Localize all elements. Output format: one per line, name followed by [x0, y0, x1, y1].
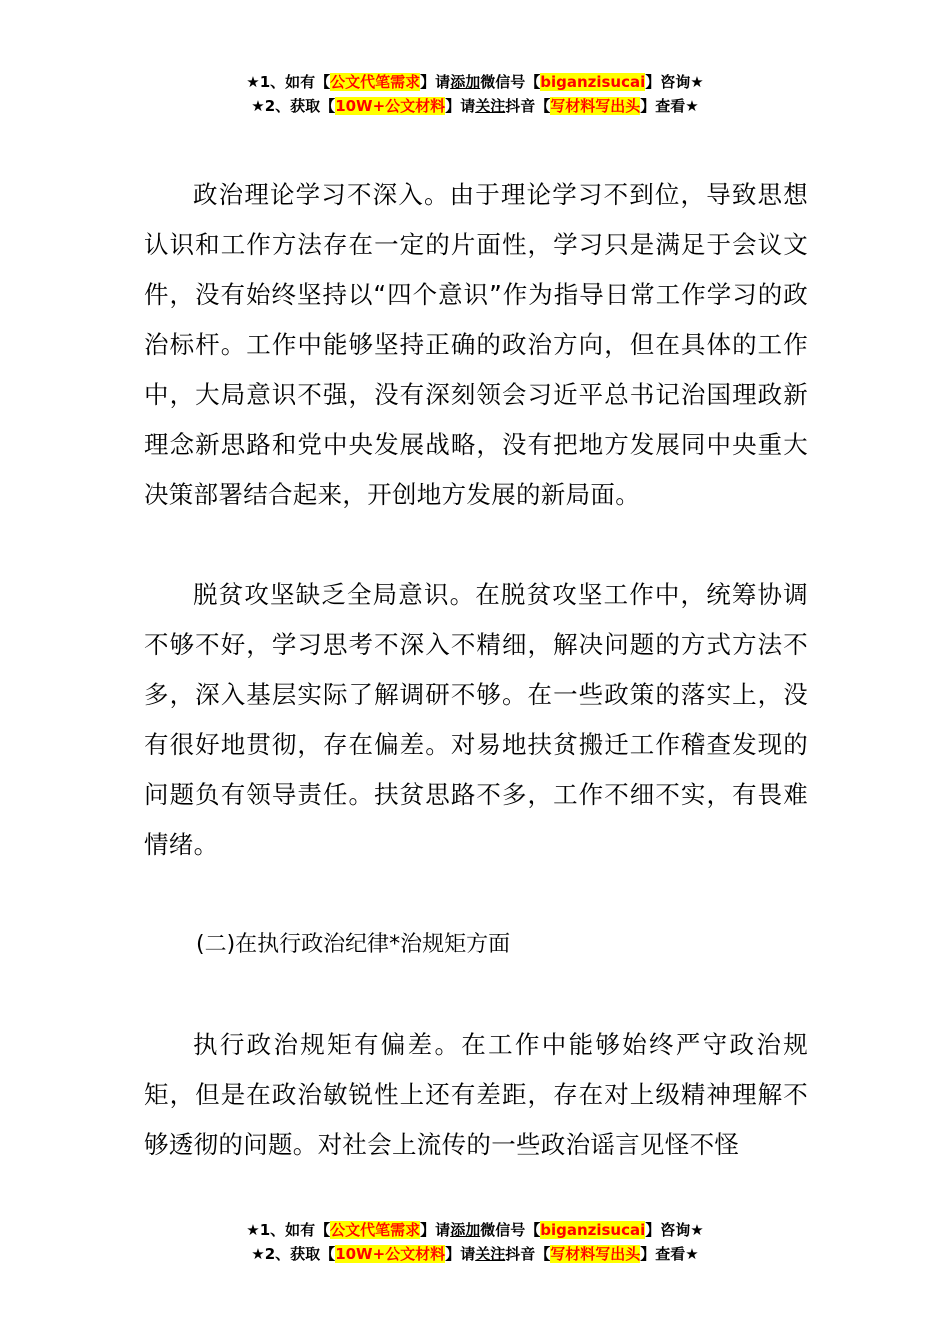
banner-line-2: ★2、获取【10W+公文材料】请关注抖音【写材料写出头】查看★	[251, 97, 699, 115]
banner-line-1: ★1、如有【公文代笔需求】请添加微信号【biganzisucai】咨询★	[246, 73, 704, 91]
banner-douyin-id: 写材料写出头	[550, 1245, 641, 1263]
banner-highlight: 10W+公文材料	[335, 97, 446, 115]
banner-highlight: 公文代笔需求	[330, 1221, 421, 1239]
banner-highlight: 公文代笔需求	[330, 73, 421, 91]
banner-highlight: 10W+公文材料	[335, 1245, 446, 1263]
banner-wechat-id: biganzisucai	[540, 73, 646, 91]
header-banner	[0, 70, 950, 118]
document-body	[144, 170, 808, 1170]
banner-line-2: ★2、获取【10W+公文材料】请关注抖音【写材料写出头】查看★	[251, 1245, 699, 1263]
section-heading: (二)在执行政治纪律*治规矩方面	[196, 932, 511, 957]
footer-banner	[0, 1218, 950, 1266]
paragraph-poverty-alleviation: 脱贫攻坚缺乏全局意识。在脱贫攻坚工作中，统筹协调不够不好，学习思考不深入不精细，解决问题的方式方法不多，深入基层实际了解调研不够。在一些政策的落实上，没有很好地贯彻，存在偏差。对易地扶贫搬迁工作稽查发现的问题负有领导责任。扶贫思路不多，工作不细不实，有畏难情绪。	[144, 580, 808, 859]
banner-line-1: ★1、如有【公文代笔需求】请添加微信号【biganzisucai】咨询★	[246, 1221, 704, 1239]
paragraph-political-rules: 执行政治规矩有偏差。在工作中能够始终严守政治规矩，但是在政治敏锐性上还有差距，存在对上级精神理解不够透彻的问题。对社会上流传的一些政治谣言见怪不怪	[144, 1030, 808, 1159]
paragraph-theory-study: 政治理论学习不深入。由于理论学习不到位，导致思想认识和工作方法存在一定的片面性，学习只是满足于会议文件，没有始终坚持以“四个意识”作为指导日常工作学习的政治标杆。工作中能够坚持正确的政治方向，但在具体的工作中，大局意识不强，没有深刻领会习近平总书记治国理政新理念新思路和党中央发展战略，没有把地方发展同中央重大决策部署结合起来，开创地方发展的新局面。	[144, 180, 808, 509]
banner-douyin-id: 写材料写出头	[550, 97, 641, 115]
banner-wechat-id: biganzisucai	[540, 1221, 646, 1239]
